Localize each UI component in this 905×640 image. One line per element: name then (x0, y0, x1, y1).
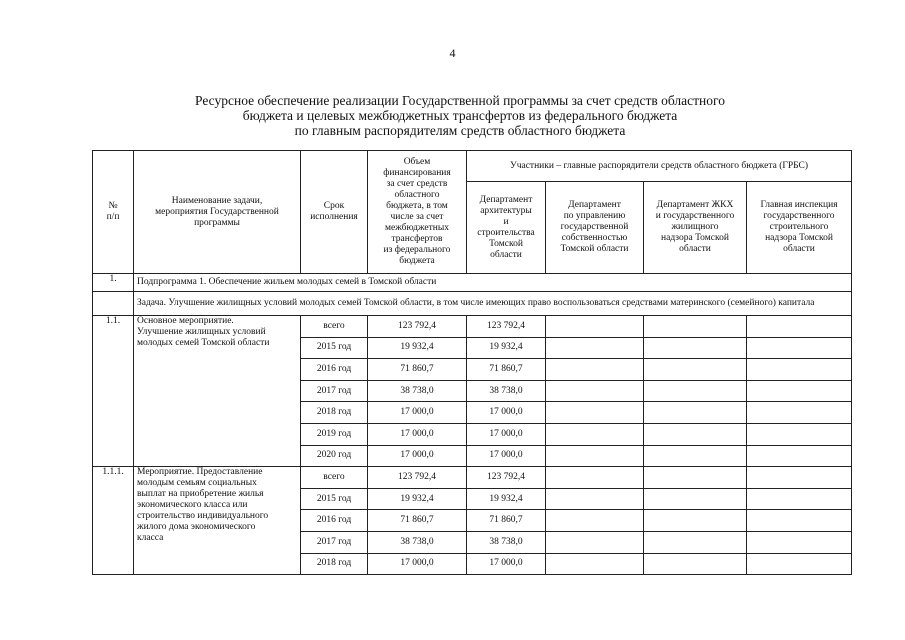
table-row (93, 316, 852, 338)
grbs-label: Департамент архитектуры и строительства Томской области (477, 194, 535, 260)
grbs-inspection-cell (747, 359, 852, 381)
grbs-property-cell (546, 488, 644, 510)
volume-cell: 17 000,0 (368, 402, 467, 424)
grbs-housing-cell (644, 445, 747, 467)
term-cell: 2016 год (301, 359, 368, 381)
grbs-inspection-cell (747, 510, 852, 532)
header-participants (467, 151, 852, 182)
volume-cell: 123 792,4 (368, 316, 467, 338)
grbs-label: Департамент ЖКХ и государственного жилищного надзора Томской области (655, 200, 735, 254)
grbs-inspection-cell (747, 488, 852, 510)
volume-cell: 71 860,7 (368, 359, 467, 381)
header-volume-text: Объем финансирования за счет средств областного бюджета, в том числе за счет межбюджетных трансфертов из федерального бюджета (383, 157, 451, 266)
grbs-architecture-cell: 123 792,4 (467, 467, 546, 489)
grbs-housing-cell (644, 553, 747, 575)
task-num-cell (93, 292, 134, 316)
task-title: Задача. Улучшение жилищных условий молодых семей Томской области, в том числе имеющих право воспользоваться средствами материнского (семейного) капитала (134, 292, 852, 316)
grbs-architecture-cell: 71 860,7 (467, 510, 546, 532)
volume-cell: 19 932,4 (368, 488, 467, 510)
grbs-housing-cell (644, 467, 747, 489)
grbs-housing-cell (644, 423, 747, 445)
grbs-housing-cell (644, 510, 747, 532)
header-grbs-architecture (467, 182, 546, 274)
grbs-inspection-cell (747, 316, 852, 338)
header-participants-text: Участники – главные распорядители средств областного бюджета (ГРБС) (510, 160, 809, 171)
grbs-inspection-cell (747, 467, 852, 489)
volume-cell: 123 792,4 (368, 467, 467, 489)
title-line: по главным распорядителям средств областного бюджета (294, 123, 626, 138)
grbs-property-cell (546, 337, 644, 359)
header-grbs-inspection (747, 182, 852, 274)
measure-name: Основное мероприятие. Улучшение жилищных условий молодых семей Томской области (134, 316, 301, 467)
grbs-architecture-cell: 19 932,4 (467, 488, 546, 510)
header-volume (368, 151, 467, 274)
grbs-property-cell (546, 467, 644, 489)
grbs-housing-cell (644, 337, 747, 359)
grbs-property-cell (546, 445, 644, 467)
grbs-housing-cell (644, 531, 747, 553)
volume-cell: 17 000,0 (368, 423, 467, 445)
term-cell: 2015 год (301, 337, 368, 359)
grbs-inspection-cell (747, 553, 852, 575)
grbs-architecture-cell: 19 932,4 (467, 337, 546, 359)
volume-cell: 38 738,0 (368, 380, 467, 402)
grbs-housing-cell (644, 316, 747, 338)
grbs-housing-cell (644, 359, 747, 381)
grbs-label: Главная инспекция государственного строительного надзора Томской области (760, 200, 838, 254)
measure-num: 1.1.1. (93, 467, 134, 575)
grbs-property-cell (546, 553, 644, 575)
title-line: бюджета и целевых межбюджетных трансфертов из федерального бюджета (242, 108, 678, 123)
grbs-housing-cell (644, 380, 747, 402)
header-term (301, 151, 368, 274)
grbs-inspection-cell (747, 337, 852, 359)
subprogram-num: 1. (93, 274, 134, 292)
volume-cell: 17 000,0 (368, 445, 467, 467)
volume-cell: 71 860,7 (368, 510, 467, 532)
term-cell: 2015 год (301, 488, 368, 510)
grbs-architecture-cell: 17 000,0 (467, 553, 546, 575)
term-cell: 2019 год (301, 423, 368, 445)
title-line: Ресурсное обеспечение реализации Государственной программы за счет средств областного (195, 93, 725, 108)
grbs-inspection-cell (747, 402, 852, 424)
measure-num: 1.1. (93, 316, 134, 467)
term-cell: всего (301, 467, 368, 489)
term-cell: 2018 год (301, 402, 368, 424)
grbs-property-cell (546, 531, 644, 553)
volume-cell: 17 000,0 (368, 553, 467, 575)
header-grbs-housing (644, 182, 747, 274)
term-cell: 2020 год (301, 445, 368, 467)
grbs-architecture-cell: 38 738,0 (467, 531, 546, 553)
grbs-inspection-cell (747, 445, 852, 467)
term-cell: всего (301, 316, 368, 338)
page-number: 4 (449, 46, 456, 60)
grbs-architecture-cell: 17 000,0 (467, 445, 546, 467)
volume-cell: 38 738,0 (368, 531, 467, 553)
grbs-architecture-cell: 38 738,0 (467, 380, 546, 402)
grbs-property-cell (546, 423, 644, 445)
header-name-text: Наименование задачи, мероприятия Государственной программы (155, 195, 279, 228)
term-cell: 2017 год (301, 531, 368, 553)
document-title (160, 93, 760, 138)
measure-name: Мероприятие. Предоставление молодым семьям социальных выплат на приобретение жилья экономического класса или строительство индивидуального жилого дома экономического класса (134, 467, 301, 575)
term-cell: 2018 год (301, 553, 368, 575)
grbs-architecture-cell: 123 792,4 (467, 316, 546, 338)
term-cell: 2016 год (301, 510, 368, 532)
grbs-property-cell (546, 380, 644, 402)
grbs-inspection-cell (747, 380, 852, 402)
table-row (93, 467, 852, 489)
grbs-property-cell (546, 402, 644, 424)
term-cell: 2017 год (301, 380, 368, 402)
resource-table (92, 150, 852, 575)
header-num (93, 151, 134, 274)
grbs-label: Департамент по управлению государственной собственностью Томской области (560, 200, 629, 254)
grbs-property-cell (546, 316, 644, 338)
subprogram-title: Подпрограмма 1. Обеспечение жильем молодых семей в Томской области (134, 274, 852, 292)
grbs-property-cell (546, 359, 644, 381)
header-name (134, 151, 301, 274)
grbs-architecture-cell: 17 000,0 (467, 423, 546, 445)
grbs-property-cell (546, 510, 644, 532)
grbs-architecture-cell: 71 860,7 (467, 359, 546, 381)
grbs-housing-cell (644, 402, 747, 424)
grbs-architecture-cell: 17 000,0 (467, 402, 546, 424)
header-num-text: № п/п (106, 201, 120, 222)
grbs-inspection-cell (747, 531, 852, 553)
header-term-text: Срок исполнения (310, 201, 358, 222)
header-grbs-property (546, 182, 644, 274)
grbs-housing-cell (644, 488, 747, 510)
volume-cell: 19 932,4 (368, 337, 467, 359)
grbs-inspection-cell (747, 423, 852, 445)
